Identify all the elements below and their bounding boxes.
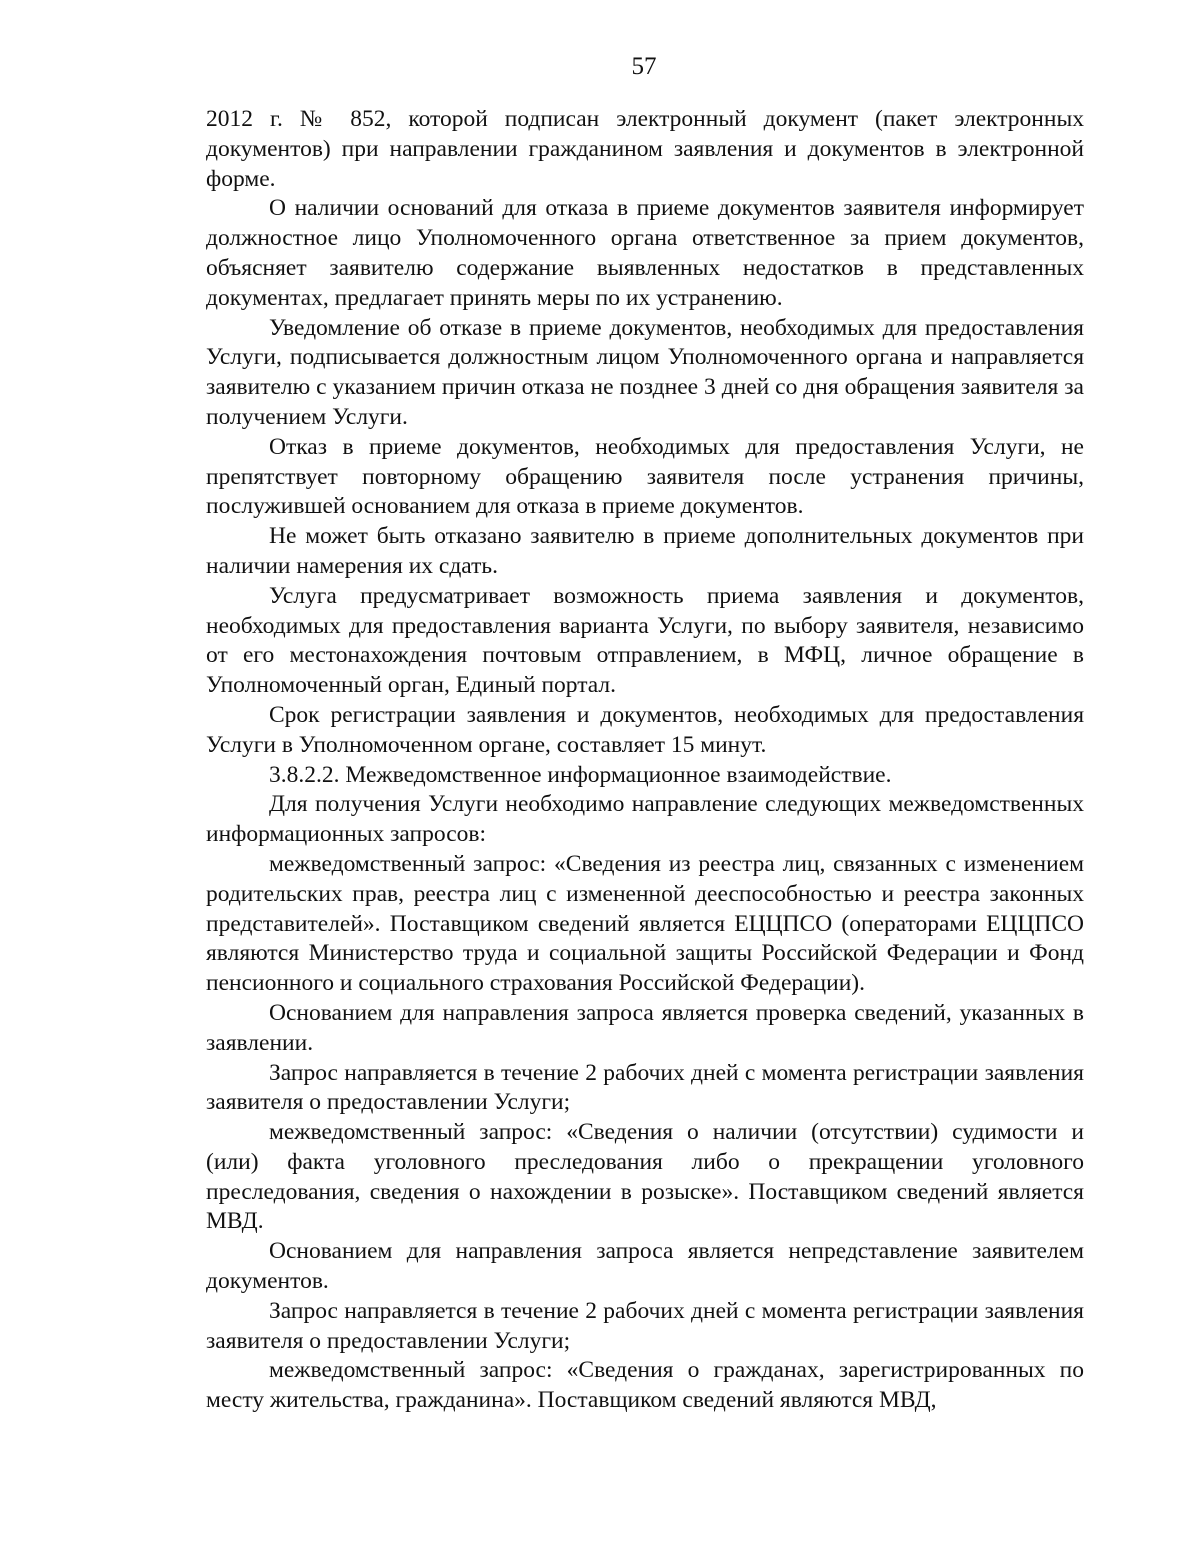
paragraph-repeat-appeal: Отказ в приеме документов, необходимых для предоставления Услуги, не препятствует повторному обращению заявителя после устранения причины, послужившей основанием для отказа в приеме документов. — [206, 433, 1084, 520]
paragraph-request-registry: межведомственный запрос: «Сведения из реестра лиц, связанных с изменением родительских прав, реестра лиц с измененной дееспособностью и реестра законных представителей». Поставщиком сведений является ЕЦЦПСО (операторами ЕЦЦПСО являются Министерство труда и социальной защиты Российской Федерации и Фонд пенсионного и социального страхования Российской Федерации). — [206, 850, 1084, 997]
paragraph-requests-intro: Для получения Услуги необходимо направление следующих межведомственных информационных запросов: — [206, 791, 1084, 848]
paragraph-registration-term: Срок регистрации заявления и документов, необходимых для предоставления Услуги в Уполномоченном органе, составляет 15 минут. — [206, 701, 1084, 758]
document-body — [206, 105, 1084, 1416]
paragraph-refusal-notice: Уведомление об отказе в приеме документов, необходимых для предоставления Услуги, подписывается должностным лицом Уполномоченного органа и направляется заявителю с указанием причин отказа не позднее 3 дней со дня обращения заявителя за получением Услуги. — [206, 314, 1084, 430]
paragraph-request-criminal-record: межведомственный запрос: «Сведения о наличии (отсутствии) судимости и (или) факта уголовного преследования либо о прекращении уголовного преследования, сведения о нахождении в розыске». Поставщиком сведений является МВД. — [206, 1119, 1084, 1235]
paragraph-request-basis-2: Основанием для направления запроса является непредставление заявителем документов. — [206, 1238, 1084, 1295]
paragraph-request-residence: межведомственный запрос: «Сведения о гражданах, зарегистрированных по месту жительства, гражданина». Поставщиком сведений являются МВД, — [206, 1357, 1084, 1414]
paragraph-request-basis-1: Основанием для направления запроса является проверка сведений, указанных в заявлении. — [206, 999, 1084, 1056]
paragraph-submission-methods: Услуга предусматривает возможность приема заявления и документов, необходимых для предоставления варианта Услуги, по выбору заявителя, независимо от его местонахождения почтовым отправлением, в МФЦ, личное обращение в Уполномоченный орган, Единый портал. — [206, 582, 1084, 699]
paragraph-continuation: 2012 г. № 852, которой подписан электронный документ (пакет электронных документов) при направлении гражданином заявления и документов в электронной форме. — [206, 106, 1084, 192]
page-number: 57 — [631, 53, 657, 80]
section-heading-3-8-2-2: 3.8.2.2. Межведомственное информационное взаимодействие. — [269, 761, 892, 788]
paragraph-additional-documents: Не может быть отказано заявителю в приеме дополнительных документов при наличии намерения их сдать. — [206, 523, 1084, 579]
paragraph-request-timing-1: Запрос направляется в течение 2 рабочих дней с момента регистрации заявления заявителя о предоставлении Услуги; — [206, 1059, 1084, 1116]
paragraph-request-timing-2: Запрос направляется в течение 2 рабочих дней с момента регистрации заявления заявителя о предоставлении Услуги; — [206, 1297, 1084, 1354]
paragraph-refusal-info: О наличии оснований для отказа в приеме документов заявителя информирует должностное лицо Уполномоченного органа ответственное за прием документов, объясняет заявителю содержание выявленных недостатков в представленных документах, предлагает принять меры по их устранению. — [206, 195, 1084, 311]
